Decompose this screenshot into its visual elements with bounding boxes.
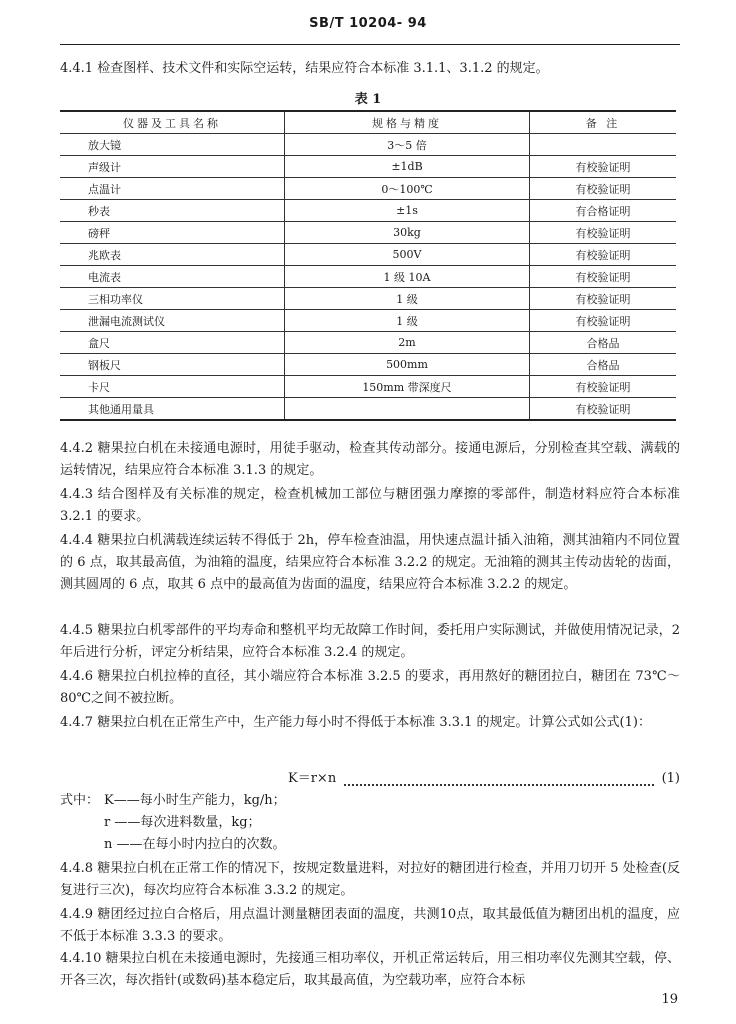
spec-cell: ±1s bbox=[285, 200, 530, 222]
spec-cell bbox=[285, 398, 530, 421]
instrument-name-cell: 泄漏电流测试仪 bbox=[60, 310, 285, 332]
clause-4-4-4: 4.4.4 糖果拉白机满载连续运转不得低于 2h，停车检查油温，用快速点温计插入油箱，测其油箱内不同位置的 6 点，取其最高值，为油箱的温度，结果应符合本标准 3.2.2 的规定。无油箱的测其主传动齿轮的齿面，测其圆周的 6 点，取其 6 点中的最高值为齿面的温度，结果应符合本标准 3.2.2 的规定。 bbox=[60, 533, 680, 592]
instrument-name-cell: 声级计 bbox=[60, 156, 285, 178]
table-row bbox=[60, 310, 676, 332]
clause-4-4-5: 4.4.5 糖果拉白机零部件的平均寿命和整机平均无故障工作时间，委托用户实际测试，并做使用情况记录，2 年后进行分析，评定分析结果，应符合本标准 3.2.4 的规定。 bbox=[60, 623, 680, 660]
clause-4-4-6: 4.4.6 糖果拉白机拉棒的直径，其小端应符合本标准 3.2.5 的要求，再用熬好的糖团拉白，糖团在 73℃～80℃之间不被拉断。 bbox=[60, 669, 680, 706]
instrument-name-cell: 三相功率仪 bbox=[60, 288, 285, 310]
remark-cell: 有合格证明 bbox=[530, 200, 677, 222]
clause-4-4-9: 4.4.9 糖团经过拉白合格后，用点温计测量糖团表面的温度，共测10点，取其最低值为糖团出机的温度，应不低于本标准 3.3.3 的要求。 bbox=[60, 907, 680, 944]
table-row bbox=[60, 178, 676, 200]
formula-number: (1) bbox=[661, 771, 680, 786]
header-divider bbox=[60, 44, 680, 45]
remark-cell: 有校验证明 bbox=[530, 376, 677, 398]
clause-4-4-7: 4.4.7 糖果拉白机在正常生产中，生产能力每小时不得低于本标准 3.3.1 的规定。计算公式如公式(1)： bbox=[60, 715, 651, 730]
table-row bbox=[60, 354, 676, 376]
spec-cell: 2m bbox=[285, 332, 530, 354]
instrument-table bbox=[60, 110, 676, 421]
remark-cell: 有校验证明 bbox=[530, 222, 677, 244]
spec-cell: 3～5 倍 bbox=[285, 134, 530, 156]
clause-4-4-2: 4.4.2 糖果拉白机在未接通电源时，用徒手驱动，检查其传动部分。接通电源后，分别检查其空载、满载的运转情况，结果应符合本标准 3.1.3 的规定。 bbox=[60, 441, 680, 478]
instrument-name-cell: 电流表 bbox=[60, 266, 285, 288]
table-row bbox=[60, 288, 676, 310]
instrument-name-cell: 兆欧表 bbox=[60, 244, 285, 266]
table-row bbox=[60, 200, 676, 222]
table-title: 表 1 bbox=[354, 92, 382, 107]
table-row bbox=[60, 332, 676, 354]
clause-4-4-10: 4.4.10 糖果拉白机在未接通电源时，先接通三相功率仪，开机正常运转后，用三相功率仪先测其空载，停、开各三次，每次指针(或数码)基本稳定后，取其最高值，为空载功率，应符合本标 bbox=[60, 951, 680, 988]
formula-def-k: K——每小时生产能力，kg/h； bbox=[104, 793, 286, 808]
spec-cell: 1 级 bbox=[285, 288, 530, 310]
header-instrument-name: 仪器及工具名称 bbox=[60, 111, 285, 134]
remark-cell: 合格品 bbox=[530, 354, 677, 376]
remark-cell: 有校验证明 bbox=[530, 244, 677, 266]
remark-cell: 有校验证明 bbox=[530, 398, 677, 421]
spec-cell: 500V bbox=[285, 244, 530, 266]
instrument-name-cell: 钢板尺 bbox=[60, 354, 285, 376]
clause-4-4-3: 4.4.3 结合图样及有关标准的规定，检查机械加工部位与糖团强力摩擦的零部件，制造材料应符合本标准 3.2.1 的要求。 bbox=[60, 487, 680, 524]
formula-def-n: n ——在每小时内拉白的次数。 bbox=[104, 837, 286, 852]
remark-cell: 有校验证明 bbox=[530, 266, 677, 288]
clause-4-4-8: 4.4.8 糖果拉白机在正常工作的情况下，按规定数量进料，对拉好的糖团进行检查，并用刀切开 5 处检查(反复进行三次)，每次均应符合本标准 3.3.2 的规定。 bbox=[60, 861, 680, 898]
spec-cell: 1 级 10A bbox=[285, 266, 530, 288]
remark-cell: 有校验证明 bbox=[530, 156, 677, 178]
formula-where-label: 式中： bbox=[60, 793, 100, 808]
remark-cell: 有校验证明 bbox=[530, 178, 677, 200]
instrument-name-cell: 磅秤 bbox=[60, 222, 285, 244]
spec-cell: ±1dB bbox=[285, 156, 530, 178]
table-row bbox=[60, 222, 676, 244]
spec-cell: 500mm bbox=[285, 354, 530, 376]
spec-cell: 0～100℃ bbox=[285, 178, 530, 200]
table-row bbox=[60, 376, 676, 398]
clause-4-4-1: 4.4.1 检查图样、技术文件和实际空运转，结果应符合本标准 3.1.1、3.1.2 的规定。 bbox=[60, 61, 549, 76]
remark-cell: 合格品 bbox=[530, 332, 677, 354]
instrument-name-cell: 盒尺 bbox=[60, 332, 285, 354]
formula-expression: K＝r×n bbox=[288, 771, 337, 786]
spec-cell: 1 级 bbox=[285, 310, 530, 332]
header-remarks: 备 注 bbox=[530, 111, 677, 134]
table-header-row bbox=[60, 111, 676, 134]
spec-cell: 150mm 带深度尺 bbox=[285, 376, 530, 398]
header-spec-accuracy: 规格与精度 bbox=[285, 111, 530, 134]
remark-cell: 有校验证明 bbox=[530, 288, 677, 310]
instrument-name-cell: 点温计 bbox=[60, 178, 285, 200]
spec-cell: 30kg bbox=[285, 222, 530, 244]
standard-code-header: SB/T 10204- 94 bbox=[309, 16, 427, 31]
instrument-name-cell: 卡尺 bbox=[60, 376, 285, 398]
instrument-name-cell: 秒表 bbox=[60, 200, 285, 222]
table-row bbox=[60, 156, 676, 178]
formula-def-r: r ——每次进料数量，kg； bbox=[104, 815, 261, 830]
table-row bbox=[60, 244, 676, 266]
page-number: 19 bbox=[661, 992, 678, 1007]
instrument-name-cell: 其他通用量具 bbox=[60, 398, 285, 421]
table-row bbox=[60, 134, 676, 156]
instrument-name-cell: 放大镜 bbox=[60, 134, 285, 156]
remark-cell: 有校验证明 bbox=[530, 310, 677, 332]
formula-1 bbox=[60, 768, 680, 790]
table-row bbox=[60, 398, 676, 421]
table-row bbox=[60, 266, 676, 288]
remark-cell bbox=[530, 134, 677, 156]
formula-leader-dots bbox=[344, 772, 653, 786]
